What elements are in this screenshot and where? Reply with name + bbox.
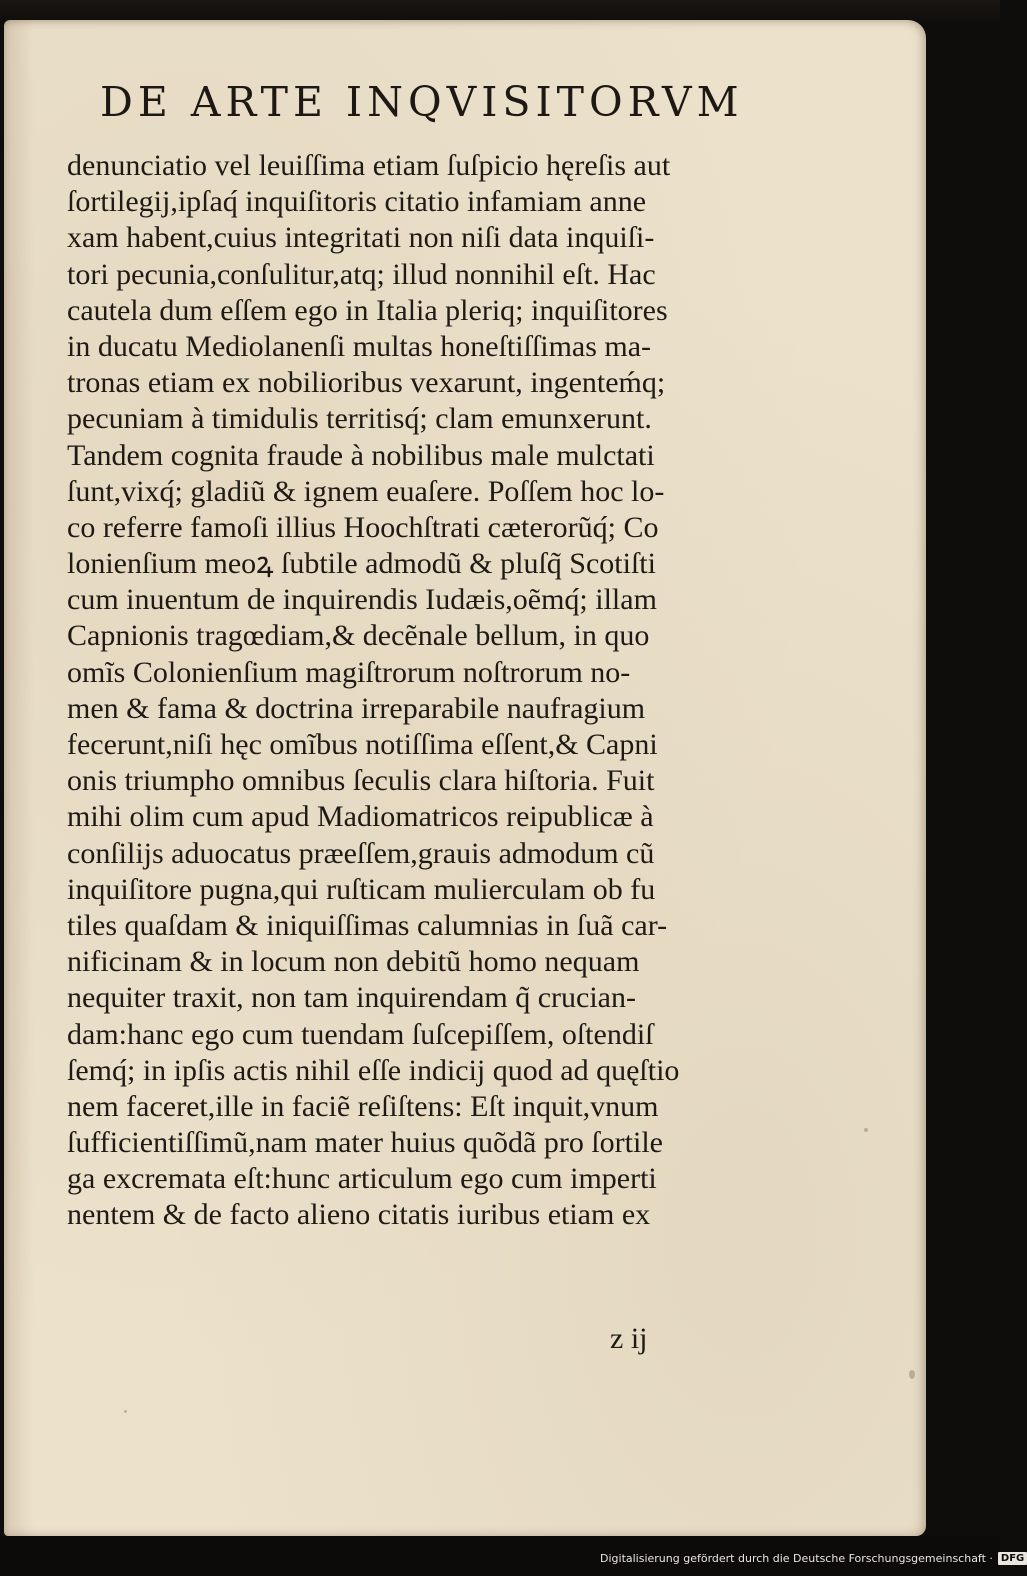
text-line: mihi olim cum apud Madiomatricos reipublicæ à [67,800,654,834]
text-line: inquiſitore pugna,qui ruſticam mulierculam ob fu [67,872,656,906]
signature-mark: z ij [610,1322,648,1355]
text-line: nequiter traxit, non tam inquirendam q̃ crucian- [67,981,636,1015]
funding-credit [600,1552,1025,1565]
text-line: lonienſium meoꝝ ſubtile admodũ & pluſq̃ Scotiſti [67,547,656,581]
text-line: ſunt,vixq́; gladiũ & ignem euaſere. Poſſem hoc lo- [67,474,665,508]
text-line: nem faceret,ille in faciẽ reſiſtens: Eſt inquit,vnum [67,1089,659,1123]
text-line: denunciatio vel leuiſſima etiam ſuſpicio hęreſis aut [67,149,671,182]
text-line: ſufficientiſſimũ,nam mater huius quõdã pro ſortile [67,1126,663,1160]
text-line: conſilijs aduocatus præeſſem,grauis admodum cũ [67,836,655,870]
text-line: tiles quaſdam & iniquiſſimas calumnias in ſuã car- [67,908,668,942]
paper-stain [864,1128,868,1132]
running-head: DE ARTE INQVISITORVM [100,78,744,126]
book-page [4,20,926,1536]
text-line: Tandem cognita fraude à nobilibus male mulctati [67,438,655,472]
text-line: fecerunt,niſi hęc omĩbus notiſſima eſſent,& Capni [67,728,658,761]
dfg-logo: DFG [998,1552,1027,1565]
paper-stain [909,1370,915,1379]
body-text [67,148,787,1234]
text-line: ſortilegij,ipſaq́ inquiſitoris citatio infamiam anne [67,185,647,219]
text-line: tronas etiam ex nobilioribus vexarunt, ingenteḿq; [67,366,666,400]
text-line: ſemq́; in ipſis actis nihil eſſe indicij quod ad quęſtio [67,1053,680,1087]
text-line: onis triumpho omnibus ſeculis clara hiſtoria. Fuit [67,764,655,798]
text-line: cum inuentum de inquirendis Iudæis,oẽmq́; illam [67,583,657,617]
text-line: in ducatu Mediolanenſi multas honeſtiſſimas ma- [67,329,652,363]
text-line: Capnionis tragœdiam,& decẽnale bellum, in quo [67,619,650,653]
text-line: tori pecunia,conſulitur,atq; illud nonnihil eſt. Hac [67,257,656,291]
text-line: omĩs Colonienſium magiſtrorum noſtrorum no- [67,655,631,689]
funding-credit-text: Digitalisierung gefördert durch die Deutsche Forschungsgemeinschaft · [600,1552,993,1565]
text-line: dam:hanc ego cum tuendam ſuſcepiſſem, oſtendiſ [67,1017,654,1051]
text-line: xam habent,cuius integritati non niſi data inquiſi- [67,221,655,255]
text-line: cautela dum eſſem ego in Italia pleriq; inquiſitores [67,293,668,327]
text-line: ga excremata eſt:hunc articulum ego cum imperti [67,1162,657,1196]
text-line: nificinam & in locum non debitũ homo nequam [67,945,640,979]
text-line: pecuniam à timidulis territisq́; clam emunxerunt. [67,402,652,436]
text-line: men & fama & doctrina irreparabile naufragium [67,691,646,725]
paper-stain [124,1410,127,1413]
text-line: co referre famoſi illius Hoochſtrati cæterorũq́; Co [67,510,659,544]
text-line: nentem & de facto alieno citatis iuribus etiam ex [67,1198,651,1232]
